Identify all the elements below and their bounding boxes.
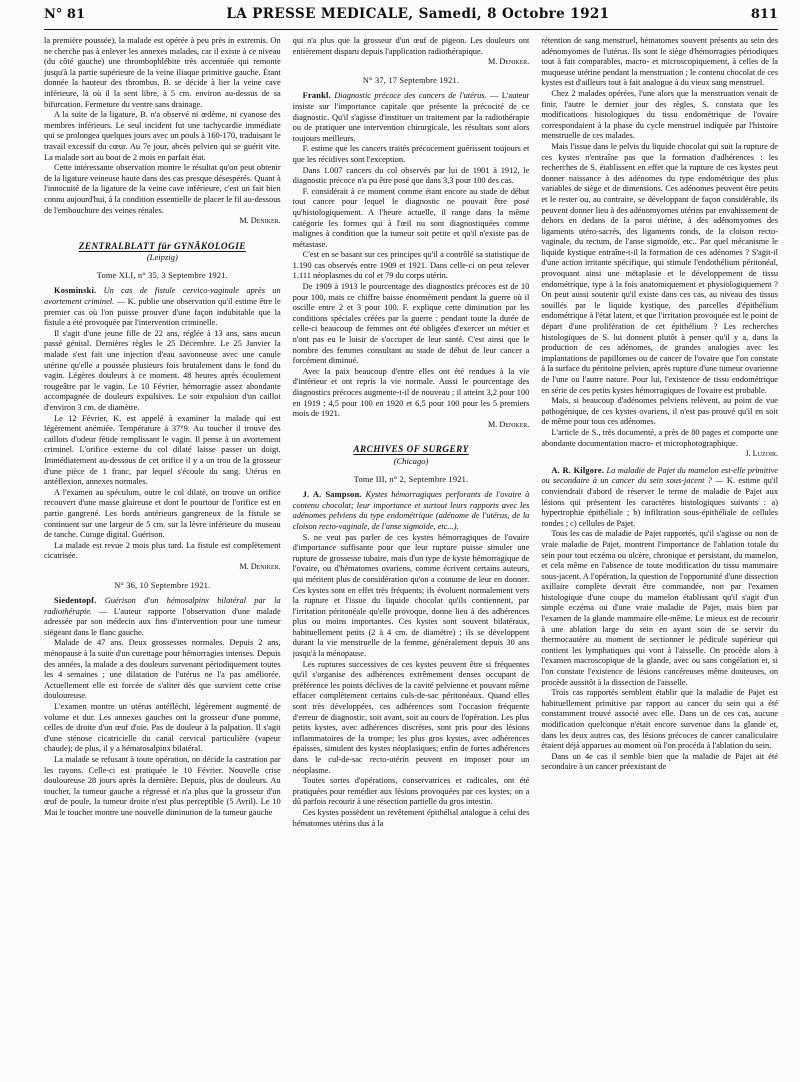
article-title: Guérison d'un hémosalpinx bilatéral par la radiothérapie. (44, 596, 281, 616)
issue-heading: Tome XLI, n° 35, 3 Septembre 1921. (96, 270, 228, 280)
paragraph: F. considérait à ce moment comme étant encore au stade de début tout cancer pour lequel le diagnostic ne pouvait être posé qu'histologiquement. A l'heure actuelle, il range dans la même catégorie les formes qui à l'œil nu sont diagnostiquées comme malignes à condition que la tumeur soit petite et qu'il n'existe pas de métastase. (292, 186, 530, 249)
article-paragraph (44, 286, 281, 328)
paragraph: La malade se refusant à toute opération, on décide la castration par les rayons. Celle-ci est pratiquée le 10 Février. Nouvelle crise douloureuse 28 jours après la dernière. Depuis, plus de douleurs. Au toucher, la tumeur gauche a régressé et n'a plus que la grosseur d'un œuf de poule, la tumeur droite n'est plus perceptible (5 Avril). Le 10 Mai le toucher montre une nouvelle diminution de la tumeur gauche (44, 755, 281, 817)
paragraph: L'article de S., très documenté, a près de 80 pages et comporte une abondante documentation macro- et microphotographique. (541, 427, 778, 448)
article-author: Kosminski. (54, 286, 97, 296)
paragraph: Dans un 4e cas il semble bien que la maladie de Pajet ait été secondaire à un cancer préexistant de (541, 751, 778, 772)
article-title: Kystes hémorragiques perforants de l'ovaire à contenu chocolat; leur importance et surtout leurs rapports avec les adénomes pelviens du type endométrique (adénome de l'utérus, de la cloison recto-vaginale, de l'anse sigmoïde, etc...). (292, 490, 530, 531)
article-text: — L'auteur rapporte l'observation d'une malade adressée par son médecin aux fins d'intervention pour une tumeur siégeant dans le flanc gauche. (44, 606, 281, 637)
article-title: Diagnostic précoce des cancers de l'utérus. (334, 91, 487, 101)
issue-heading: N° 36, 10 Septembre 1921. (114, 580, 211, 590)
signature: M. Deniker. (239, 216, 281, 226)
paragraph: Mais, si beaucoup d'adénomes pelviens relèvent, au point de vue pathogénique, de ces kystes ovariens, il n'est pas prouvé qu'il en soit de même pour tous ces adénomes. (541, 396, 778, 427)
paragraph: La malade est revue 2 mois plus tard. La fistule est complètement cicatrisée. (44, 540, 281, 561)
article-text: — L'auteur insiste sur l'importance capitale que présente la précocité de ce diagnostic. Qu'il s'agisse d'instituer un traitement par la radiothérapie ou de pratiquer une intervention chirurgicale, les résultats sont alors toujours meilleurs. (292, 91, 530, 143)
paragraph: F. estime que les cancers traités précocement guérissent toujours et que les récidives sont l'exception. (292, 144, 530, 164)
journal-city: (Chicago) (393, 455, 429, 466)
signature: M. Deniker. (488, 419, 530, 429)
paragraph: Mais l'issue dans le pelvis du liquide chocolat qui suit la rupture de ces kystes n'entraîne pas que la formation d'adhérences : les recherches de S. établissent en effet que la rupture de ces kystes peut donner naissance à des adénomes du type endométrique des plus variables de siège et de dimensions. Ces adénomes peuvent être petits et le rester ou, au contraire, se développant de façon considérable, ils peuvent donner lieu à des adénomyomes utérins par envahissement de dehors en dedans de la paroi utérine, à des adénomyomes des ligaments utéro-sacrés, des ligaments ronds, de la cloison recto-vaginale, du rectum, de l'anse sigmoïde, etc.. Par quel mécanisme le liquide kystique entraîne-t-il la formation de ces adénomes ? S'agit-il d'une action irritante spécifique, qui stimule l'endothélium péritonéal, provoquant ainsi une métaplasie et le développement de tissu endométrique, type à la fois anatomiquement et physiologiquement ? On peut aussi soutenir qu'il existe dans ces cas, au niveau des tissus souillés par le liquide kystique, des parcelles d'épithélium endométrique à l'état latent, et que l'irritation provoquée est le point de départ d'une prolifération de cet épithélium ? Les recherches histologiques de S. lui donnent plutôt à penser qu'il y a, dans la production de ces adénomes, de grandes analogies avec les implantations de papillomes ou de cancer de l'ovaire que l'on constate à la surface du péritoine pelvien, après rupture d'une tumeur ovarienne de l'une ou l'autre nature. Pour lui, l'existence de tissu endométrique en série de ces petits kystes hémorragiques de l'ovaire est probable. (541, 141, 778, 395)
paragraph: Avec la paix beaucoup d'entre elles ont été rendues à la vie d'intérieur et ont repris la vie normale. Aussi le pourcentage des diagnostics précoces augmente-t-il de nouveau ; il atteint 3,2 pour 100 en 1919 ; 4,5 pour 100 en 1920 et 6,5 pour 100 pour les 5 premiers mois de 1921. (292, 366, 530, 419)
paragraph: De 1909 à 1913 le pourcentage des diagnostics précoces est de 10 pour 100, mais ce chiffre baisse énormément pendant la guerre où il oscille entre 2 et 3 pour 100. F. explique cette diminution par les conditions spéciales créées par la guerre : pendant toute la durée de celle-ci beaucoup de femmes ont été obligées d'exercer un métier et n'ont pas eu le loisir de s'occuper de leur santé. C'est ainsi que le nombre des femmes consultant au stade de début de leur cancer a forcément diminué. (292, 282, 530, 366)
paragraph: C'est en se basant sur ces principes qu'il a contrôlé sa statistique de 1.190 cas observés entre 1909 et 1921. Dans celle-ci on peut relever 1.111 néoplasmes du col et 79 du corps utérin. (292, 250, 530, 281)
column-2 (293, 36, 530, 1076)
page-number-left: N° 81 (44, 7, 85, 22)
column-1 (44, 36, 281, 1076)
journal-heading: ZENTRALBLATT für GYNÄKOLOGIE (78, 240, 246, 251)
paragraph: Cette intéressante observation montre le résultat qu'on peut obtenir de la ligature veineuse haute dans des cas presque désespérés. Quant à l'innocuité de la ligature de la veine cave inférieure, c'est un fait bien connu aujourd'hui, à la condition essentielle de placer le fil au-dessous de l'embouchure des veines rénales. (44, 163, 281, 215)
paragraph: Il s'agit d'une jeune fille de 22 ans, réglée à 13 ans, sans aucun passé génital. Dernières règles le 25 Décembre. Le 25 Janvier la malade s'est fait une injection d'eau savonneuse avec une canule utérine qu'elle a poussée plusieurs fois brutalement dans le fond du vagin. Légères douleurs à ce moment. 48 heures après écoulement rougeâtre par le vagin. Le 10 Février, hémorragie assez abondante accompagnée de douleurs expulsives. Le soir expulsion d'un caillot d'environ 3 cm. de diamètre. (44, 328, 281, 412)
paragraph: Dans 1.007 cancers du col observés par lui de 1901 à 1912, le diagnostic précoce n'a pu être posé que dans 3,3 pour 100 des cas. (292, 165, 530, 186)
article-text: — K. publie une observation qu'il estime être le premier cas où l'on puisse prouver d'une façon indubitable que la fistule a été provoquée par l'intervention criminelle. (44, 297, 281, 328)
article-paragraph (541, 466, 778, 530)
paragraph: Tous les cas de maladie de Pajet rapportés, qu'il s'agisse ou non de vraie maladie de Pajet, montrent l'importance de l'ablation totale du sein pour tout eczéma ou ulcère, chronique et persistant, du mamelon, et cela même en l'absence de toute modification du tissu mammaire sous-jacent. A l'opération, la question de l'opportunité d'une dissection axillaire complète devrait être commandée, non par l'examen histologique d'une coupe du mamelon établissant qu'il s'agit d'un simple eczéma ou d'une vraie maladie de Pajet, mais bien par l'examen de la glande mammaire elle-même. Le mieux est de recourir à une ablation large du sein en ayant soin de se servir du thermocautère au moment de sectionner le pédicule supérieur qui contient les lymphatiques qui vont à l'aisselle. On procède alors à l'examen macroscopique de la glande, avec ou sans congélation et, si l'on constate l'existence de lésions cancéreuses même douteuses, on procède aussitôt à la dissection de l'aisselle. (541, 529, 778, 687)
issue-heading: Tome III, n° 2, Septembre 1921. (353, 474, 469, 484)
paragraph: rétention de sang menstruel, hématomes souvent présents au sein des adénomyomes de l'utérus. Ils sont le siège d'hémorragies périodiques tout à fait comparables, macro- et microscopiquement, à celles de la muqueuse utérine pendant la menstruation ; le contenu chocolat de ces kystes est d'ailleurs tout à fait analogue à du vieux sang menstruel. (541, 36, 778, 88)
paragraph: A l'examen au spéculum, outre le col dilaté, on trouve un orifice recouvert d'une masse glaireuse et dont le pourtour de l'orifice est en partie gangrené. Les bords antérieurs gangreneux de la fistule se continuent sur une largeur de 5 cm. sur la lèvre inférieure du museau de tanche. Curage digital. Guérison. (44, 487, 281, 540)
column-3 (541, 36, 778, 1076)
paragraph: Les ruptures successives de ces kystes peuvent être si fréquentes qu'il s'organise des adhérences extrêmement denses occupant de préférence les points déclives de la cavité pelvienne et pouvant même effacer complètement certains culs-de-sac péritonéaux. Quand elles sont très développées, ces adhérences sont l'occasion fréquente d'erreur de diagnostic, soit avant, soit au cours de l'opération. Les plus petits kystes, avec adhérences discrètes, sont pris pour des lésions inflammatoires de la trompe; les plus gros kystes, avec adhérences épaisses, simulent des kystes néoplasiques; enfin de fortes adhérences dans le cul-de-sac recto-utérin peuvent en imposer pour un néoplasme. (292, 659, 530, 775)
journal-title: LA PRESSE MEDICALE, (226, 6, 414, 22)
paragraph: A la suite de la ligature, B. n'a observé ni œdème, ni cyanose des membres inférieurs. Le seul incident fut une tachycardie immédiate qui se prolongea quelques jours avec un pouls à 160-170, traduisant le travail excessif du cœur. Au 7e jour, abcès pelvien qui se guérit vite. La malade sort au bout de 2 mois en parfait état. (44, 110, 281, 162)
page-header (44, 6, 778, 30)
signature: M. Deniker. (239, 561, 281, 571)
article-title: La maladie de Pajet du mamelon est-elle primitive ou secondaire à un cancer du sein sous-jacent ? (541, 465, 778, 486)
article-paragraph (44, 596, 281, 638)
paragraph: Chez 2 malades opérées, l'une alors que la menstruation venait de finir, l'autre le dernier jour des règles, S. constata que les modifications histologiques du tissu endométrique de l'ovaire correspondaient à la phase du cycle menstruel indiquée par l'histoire menstruelle de ces malades. (541, 88, 778, 141)
article-title: Un cas de fistule cervico-vaginale après un avortement criminel. (44, 286, 281, 307)
journal-heading: ARCHIVES OF SURGERY (353, 444, 469, 455)
issue-date: Samedi, 8 Octobre 1921 (418, 6, 610, 22)
article-author: J. A. Sampson. (302, 490, 362, 500)
paragraph: la première poussée), la malade est opérée à peu près in extremis. On ne cherche pas à enlever les annexes malades, car il existe à ce niveau (du côté gauche) une thrombophlébite très accentuée qui remonte jusqu'à la partie supérieure de la veine iliaque primitive gauche. Étant donnée la hauteur des thrombus, B. se décide à lier la veine cave inférieure, là où il la sent libre, à 5 cm. environ au-dessus de sa bifurcation. Fermeture du ventre sans drainage. (44, 36, 281, 109)
paragraph: Ces kystes possèdent un revêtement épithélial analogue à celui des hématomes utérins dus à la (292, 807, 530, 828)
issue-heading: N° 37, 17 Septembre 1921. (362, 75, 460, 85)
paragraph: Toutes sortes d'opérations, conservatrices et radicales, ont été pratiquées pour remédier aux lésions provoquées par ces kystes; on a dû parfois recourir à une résection partielle du gros intestin. (292, 776, 530, 807)
article-text: — K. estime qu'il conviendrait d'abord de réserver le terme de maladie de Pajet aux lésions qui présentent les caractères histologiques suivants : a) hypertrophie épithéliale ; b) infiltration sous-épithéliale de cellules rondes ; c) cellules de Pajet. (541, 476, 778, 528)
article-author: A. R. Kilgore. (551, 465, 605, 475)
article-author: Siedentopf. (54, 596, 97, 606)
paragraph: Trois cas rapportés semblent établir que la maladie de Pajet est habituellement primitive par rapport au cancer du sein qui a été constamment trouvé associé avec elle. Dans un de ces cas, aucune modification quelconque n'était encore survenue dans la glande et, dans les deux autres cas, des lésions précoces de cancer canaliculaire étaient déjà apparues au moment où l'on procéda à l'ablation du sein. (541, 688, 778, 751)
article-paragraph (293, 91, 530, 144)
journal-title-line (226, 6, 609, 22)
paragraph: S. ne veut pas parler de ces kystes hémorragiques de l'ovaire d'importance suffisante pour que leur rupture puisse simuler une rupture de grossesse tubaire, mais d'un type de kyste hémorragique de l'ovaire, ou d'hématomes ovariens, comme écrivent certains auteurs, qui méritent plus de considération qu'on a coutume de leur en donner. Ces kystes sont en effet très fréquents; ils évoluent normalement vers la rupture et l'issue du liquide chocolat qu'ils contiennent, par l'irritation péritonéale qu'elle provoque, donne lieu à des adhérences plus ou moins importantes. Ces kystes sont souvent bilatéraux, habituellement petits (2 à 4 cm. de diamètre) ; ils se développent durant la vie menstruelle de la femme, généralement depuis 30 ans jusqu'à la ménopause. (292, 532, 530, 659)
paragraph: Le 12 Février, K. est appelé à examiner la malade qui est légèrement anémiée. Température à 37°9. Au toucher il trouve des caillots d'odeur fétide remplissant le vagin. Il pense à un avortement criminel. L'orifice externe du col dilaté laisse passer un doigt. Immédiatement au-dessous de cet orifice il y a un trou de la grosseur d'une pièce de 1 franc, par lequel s'écoule du sang. Utérus en antéflexion, annexes normales. (44, 413, 281, 487)
paragraph: L'examen montre un utérus antéfléchi, légèrement augmenté de volume et dur. Les annexes gauches ont la grosseur d'une pomme, celles de droite d'un œuf d'oie. Pas de douleur à la palpation. Il s'agit d'une sténose cicatricielle du canal cervical particulière (vapeur chaude); de plus, il y a hématosalpinx bilatéral. (44, 702, 281, 754)
page-number-right: 811 (750, 7, 778, 22)
signature: M. Deniker. (488, 57, 530, 67)
paragraph: qui n'a plus que la grosseur d'un œuf de pigeon. Les douleurs ont entièrement disparu depuis l'application radiothérapique. (292, 36, 530, 56)
article-author: Frankl. (302, 91, 331, 101)
text-columns (44, 36, 778, 1076)
paragraph: Malade de 47 ans. Deux grossesses normales. Depuis 2 ans, ménopause à la suite d'un curettage pour hémorragies intenses. Depuis des années, la malade a des douleurs survenant périodiquement toutes les 4 semaines ; une dilatation de l'utérus ne l'a pas améliorée. Actuellement elle est forcée de s'aliter dès que survient cette crise douloureuse. (44, 638, 281, 701)
signature: J. Luzoir. (745, 449, 778, 459)
journal-city: (Leipzig) (146, 252, 178, 263)
article-paragraph (293, 490, 530, 532)
